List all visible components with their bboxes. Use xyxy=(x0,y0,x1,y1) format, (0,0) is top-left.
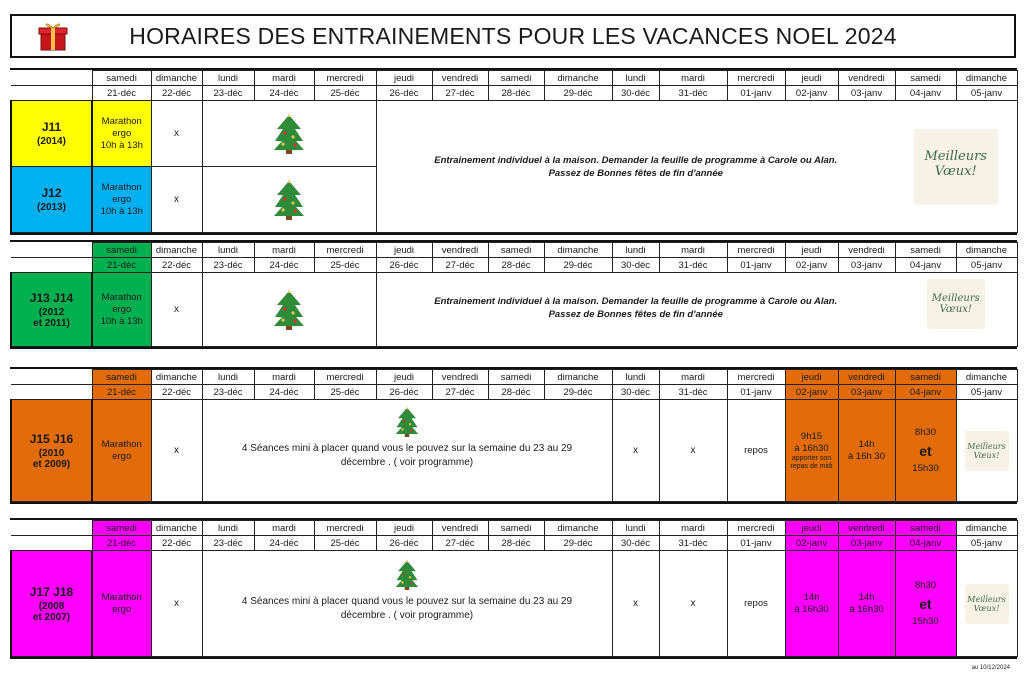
date-cell: 28-déc xyxy=(488,385,544,400)
date-cell: 26-déc xyxy=(376,258,432,273)
day-cell: mercredi xyxy=(314,71,376,86)
date-cell: 03-janv xyxy=(838,258,895,273)
wishes-cell xyxy=(956,400,1017,502)
day-cell: jeudi xyxy=(376,243,432,258)
date-cell: 26-déc xyxy=(376,86,432,101)
date-cell: 01-janv xyxy=(727,258,785,273)
seances-message-line-1: 4 Séances mini à placer quand vous le pouvez sur la semaine du 23 au 29 xyxy=(241,443,573,454)
christmas-tree-icon xyxy=(395,559,419,591)
date-row xyxy=(11,86,1017,101)
date-cell: 28-déc xyxy=(488,536,544,551)
meilleurs-voeux-card: Meilleurs Vœux! xyxy=(965,584,1009,624)
date-cell: 31-déc xyxy=(659,385,727,400)
date-cell: 21-déc xyxy=(92,536,151,551)
date-cell: 04-janv xyxy=(895,385,956,400)
group-label-j17-j18: J17 J18 (2008 et 2007) xyxy=(11,551,92,657)
page-title: HORAIRES DES ENTRAINEMENTS POUR LES VACANCES NOEL 2024 xyxy=(129,22,897,49)
day-cell: mercredi xyxy=(727,243,785,258)
date-cell: 29-déc xyxy=(544,385,612,400)
christmas-tree-icon xyxy=(273,179,305,221)
date-cell: 25-déc xyxy=(314,86,376,101)
day-cell: vendredi xyxy=(432,71,488,86)
tree-cell xyxy=(202,273,376,347)
slot-vendredi: 14h à 16h 30 xyxy=(838,400,895,502)
date-cell: 04-janv xyxy=(895,86,956,101)
christmas-tree-icon xyxy=(273,113,305,155)
seances-cell xyxy=(202,551,612,657)
date-cell: 30-déc xyxy=(612,258,659,273)
date-row xyxy=(11,258,1017,273)
day-cell: mercredi xyxy=(727,370,785,385)
day-cell: samedi xyxy=(488,370,544,385)
group-label-j12: J12 (2013) xyxy=(11,167,92,233)
date-cell: 05-janv xyxy=(956,536,1017,551)
date-cell: 01-janv xyxy=(727,536,785,551)
off-cell: x xyxy=(151,551,202,657)
schedule-block-j17-j18 xyxy=(10,518,1017,659)
home-training-message: Entrainement individuel à la maison. Demander la feuille de programme à Carole ou Alan. xyxy=(434,154,838,166)
date-cell: 31-déc xyxy=(659,536,727,551)
date-cell: 29-déc xyxy=(544,536,612,551)
day-cell: lundi xyxy=(612,243,659,258)
off-cell: x xyxy=(659,400,727,502)
wishes-cell xyxy=(895,273,1017,347)
date-cell: 02-janv xyxy=(785,86,838,101)
wishes-cell xyxy=(895,101,1017,233)
meilleurs-voeux-card: Meilleurs Vœux! xyxy=(927,279,985,329)
marathon-cell: Marathon ergo xyxy=(92,551,151,657)
off-cell: x xyxy=(151,167,202,233)
holiday-wishes-message: Passez de Bonnes fêtes de fin d'année xyxy=(548,167,723,179)
day-cell: mardi xyxy=(254,243,314,258)
day-cell: dimanche xyxy=(151,243,202,258)
day-cell: mardi xyxy=(659,243,727,258)
day-cell: vendredi xyxy=(838,521,895,536)
home-training-message: Entrainement individuel à la maison. Demander la feuille de programme à Carole ou Alan. xyxy=(434,296,838,307)
row-j13-j14 xyxy=(11,273,1017,347)
group-label-j13-j14: J13 J14 (2012 et 2011) xyxy=(11,273,92,347)
date-cell: 03-janv xyxy=(838,86,895,101)
wishes-cell xyxy=(956,551,1017,657)
date-cell: 21-déc xyxy=(92,86,151,101)
marathon-cell: Marathon ergo xyxy=(92,400,151,502)
day-cell: samedi xyxy=(488,71,544,86)
date-cell: 30-déc xyxy=(612,385,659,400)
holiday-wishes-message: Passez de Bonnes fêtes de fin d'année xyxy=(548,309,723,320)
day-cell: samedi xyxy=(895,370,956,385)
date-cell: 26-déc xyxy=(376,385,432,400)
day-cell: jeudi xyxy=(785,521,838,536)
date-cell: 22-déc xyxy=(151,86,202,101)
home-training-cell xyxy=(376,101,895,233)
marathon-cell: Marathon ergo 10h à 13h xyxy=(92,167,151,233)
date-cell: 21-déc xyxy=(92,385,151,400)
date-cell: 01-janv xyxy=(727,385,785,400)
seances-message-line-2: décembre . ( voir programme) xyxy=(340,610,474,621)
day-cell: jeudi xyxy=(376,71,432,86)
date-cell: 30-déc xyxy=(612,86,659,101)
day-cell: jeudi xyxy=(376,521,432,536)
date-cell: 25-déc xyxy=(314,385,376,400)
day-cell: vendredi xyxy=(838,243,895,258)
day-cell: lundi xyxy=(612,521,659,536)
off-cell: x xyxy=(151,400,202,502)
date-cell: 31-déc xyxy=(659,86,727,101)
day-cell: lundi xyxy=(202,243,254,258)
meilleurs-voeux-card: Meilleurs Vœux! xyxy=(914,129,998,205)
day-cell: lundi xyxy=(612,71,659,86)
day-cell: samedi xyxy=(92,243,151,258)
date-cell: 31-déc xyxy=(659,258,727,273)
date-cell: 23-déc xyxy=(202,385,254,400)
tree-cell xyxy=(202,101,376,167)
date-cell: 22-déc xyxy=(151,258,202,273)
day-cell: lundi xyxy=(202,71,254,86)
day-cell: vendredi xyxy=(838,71,895,86)
title-box xyxy=(10,14,1016,58)
date-cell: 23-déc xyxy=(202,536,254,551)
date-cell: 05-janv xyxy=(956,258,1017,273)
day-cell: lundi xyxy=(612,370,659,385)
off-cell: x xyxy=(151,101,202,167)
off-cell: x xyxy=(612,551,659,657)
date-cell: 05-janv xyxy=(956,385,1017,400)
date-cell: 02-janv xyxy=(785,536,838,551)
off-cell: x xyxy=(659,551,727,657)
tree-cell xyxy=(202,167,376,233)
day-cell: mercredi xyxy=(727,521,785,536)
schedule-block-j11-j12 xyxy=(10,68,1017,235)
day-cell: mardi xyxy=(254,521,314,536)
date-cell: 23-déc xyxy=(202,86,254,101)
day-cell: mercredi xyxy=(314,370,376,385)
gift-icon xyxy=(38,20,68,52)
group-label-j11: J11 (2014) xyxy=(11,101,92,167)
date-cell: 22-déc xyxy=(151,536,202,551)
date-cell: 03-janv xyxy=(838,385,895,400)
date-cell: 23-déc xyxy=(202,258,254,273)
group-label-j15-j16: J15 J16 (2010 et 2009) xyxy=(11,400,92,502)
day-cell: samedi xyxy=(895,243,956,258)
date-cell: 24-déc xyxy=(254,536,314,551)
date-cell: 29-déc xyxy=(544,258,612,273)
date-cell: 27-déc xyxy=(432,385,488,400)
day-cell: mardi xyxy=(254,71,314,86)
date-cell: 25-déc xyxy=(314,536,376,551)
day-cell: dimanche xyxy=(544,71,612,86)
day-cell: dimanche xyxy=(544,521,612,536)
rest-cell: repos xyxy=(727,551,785,657)
day-cell: mardi xyxy=(254,370,314,385)
day-cell: mardi xyxy=(659,521,727,536)
off-cell: x xyxy=(151,273,202,347)
row-j15-j16 xyxy=(11,400,1017,502)
date-cell: 24-déc xyxy=(254,385,314,400)
day-cell: lundi xyxy=(202,370,254,385)
schedule-block-j13-j14 xyxy=(10,240,1017,349)
day-cell: dimanche xyxy=(544,370,612,385)
slot-samedi: 8h30 et 15h30 xyxy=(895,551,956,657)
day-cell: dimanche xyxy=(151,521,202,536)
date-row xyxy=(11,385,1017,400)
date-cell: 03-janv xyxy=(838,536,895,551)
day-cell: samedi xyxy=(92,370,151,385)
date-cell: 02-janv xyxy=(785,385,838,400)
date-cell: 01-janv xyxy=(727,86,785,101)
day-row xyxy=(11,243,1017,258)
date-cell: 24-déc xyxy=(254,86,314,101)
date-cell: 02-janv xyxy=(785,258,838,273)
day-cell: vendredi xyxy=(432,370,488,385)
day-cell: dimanche xyxy=(956,71,1017,86)
meilleurs-voeux-card: Meilleurs Vœux! xyxy=(965,431,1009,471)
day-cell: mercredi xyxy=(314,243,376,258)
day-row xyxy=(11,521,1017,536)
day-cell: dimanche xyxy=(544,243,612,258)
seances-message-line-2: décembre . ( voir programme) xyxy=(340,457,474,468)
date-cell: 04-janv xyxy=(895,258,956,273)
day-cell: dimanche xyxy=(151,71,202,86)
date-cell: 05-janv xyxy=(956,86,1017,101)
slot-samedi: 8h30 et 15h30 xyxy=(895,400,956,502)
day-cell: dimanche xyxy=(956,370,1017,385)
row-j11 xyxy=(11,101,1017,167)
date-cell: 27-déc xyxy=(432,86,488,101)
marathon-cell: Marathon ergo 10h à 13h xyxy=(92,101,151,167)
day-cell: dimanche xyxy=(956,243,1017,258)
christmas-tree-icon xyxy=(273,289,305,331)
day-cell: vendredi xyxy=(432,521,488,536)
marathon-cell: Marathon ergo 10h à 13h xyxy=(92,273,151,347)
date-cell: 30-déc xyxy=(612,536,659,551)
seances-cell xyxy=(202,400,612,502)
date-cell: 24-déc xyxy=(254,258,314,273)
date-cell: 28-déc xyxy=(488,258,544,273)
day-cell: samedi xyxy=(895,71,956,86)
day-row xyxy=(11,370,1017,385)
day-cell: mardi xyxy=(659,370,727,385)
day-cell: vendredi xyxy=(838,370,895,385)
day-cell: samedi xyxy=(488,243,544,258)
date-cell: 21-déc xyxy=(92,258,151,273)
day-cell: jeudi xyxy=(785,243,838,258)
date-cell: 27-déc xyxy=(432,258,488,273)
day-row xyxy=(11,71,1017,86)
day-cell: dimanche xyxy=(151,370,202,385)
date-cell: 29-déc xyxy=(544,86,612,101)
seances-message-line-1: 4 Séances mini à placer quand vous le pouvez sur la semaine du 23 au 29 xyxy=(241,596,573,607)
day-cell: samedi xyxy=(92,71,151,86)
day-cell: jeudi xyxy=(785,71,838,86)
date-cell: 04-janv xyxy=(895,536,956,551)
day-cell: lundi xyxy=(202,521,254,536)
day-cell: mercredi xyxy=(314,521,376,536)
day-cell: mercredi xyxy=(727,71,785,86)
date-cell: 22-déc xyxy=(151,385,202,400)
date-cell: 27-déc xyxy=(432,536,488,551)
slot-vendredi: 14h à 16h30 xyxy=(838,551,895,657)
day-cell: samedi xyxy=(895,521,956,536)
date-cell: 26-déc xyxy=(376,536,432,551)
row-j17-j18 xyxy=(11,551,1017,657)
schedule-block-j15-j16 xyxy=(10,367,1017,504)
day-cell: dimanche xyxy=(956,521,1017,536)
day-cell: jeudi xyxy=(376,370,432,385)
day-cell: vendredi xyxy=(432,243,488,258)
date-cell: 25-déc xyxy=(314,258,376,273)
christmas-tree-icon xyxy=(395,406,419,438)
day-cell: jeudi xyxy=(785,370,838,385)
day-cell: samedi xyxy=(488,521,544,536)
home-training-cell xyxy=(376,273,895,347)
slot-jeudi: 14h à 16h30 xyxy=(785,551,838,657)
day-cell: mardi xyxy=(659,71,727,86)
slot-jeudi: 9h15 à 16h30 apporter son repas de midi xyxy=(785,400,838,502)
update-date-note: au 10/12/2024 xyxy=(971,665,1010,671)
date-row xyxy=(11,536,1017,551)
off-cell: x xyxy=(612,400,659,502)
day-cell: samedi xyxy=(92,521,151,536)
rest-cell: repos xyxy=(727,400,785,502)
date-cell: 28-déc xyxy=(488,86,544,101)
